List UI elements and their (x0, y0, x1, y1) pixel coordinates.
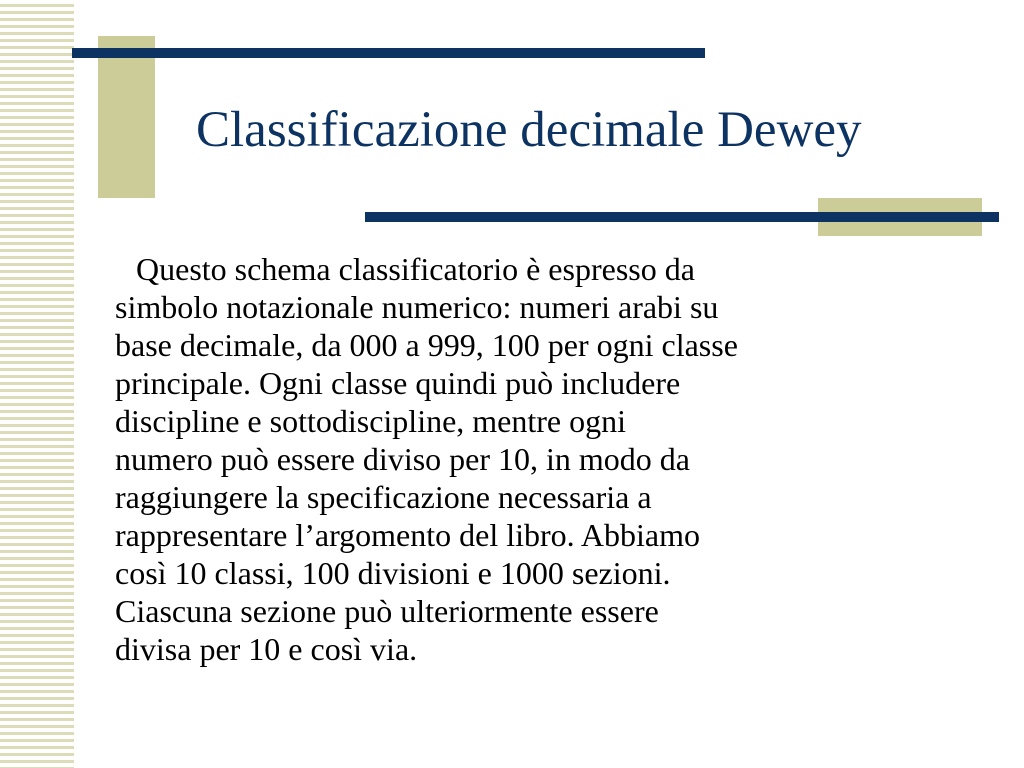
body-line: principale. Ogni classe quindi può includere (115, 365, 681, 401)
body-line: rappresentare l’argomento del libro. Abbiamo (115, 517, 700, 553)
body-line: base decimale, da 000 a 999, 100 per ogni classe (115, 327, 738, 363)
body-line: così 10 classi, 100 divisioni e 1000 sezioni. (115, 555, 671, 591)
title-rule-bottom (365, 212, 999, 222)
slide-title: Classificazione decimale Dewey (196, 102, 862, 158)
body-line: discipline e sottodiscipline, mentre ogni (115, 403, 627, 439)
body-line: Questo schema classificatorio è espresso da (136, 251, 695, 287)
decorative-side-stripes (0, 0, 74, 768)
body-line: raggiungere la specificazione necessaria a (115, 479, 652, 515)
title-rule-top (72, 48, 705, 58)
decorative-accent-block-top (98, 36, 155, 198)
body-line: numero può essere diviso per 10, in modo da (115, 441, 690, 477)
body-line: Ciascuna sezione può ulteriormente essere (115, 593, 659, 629)
body-line: simbolo notazionale numerico: numeri arabi su (115, 289, 719, 325)
body-line: divisa per 10 e così via. (115, 631, 418, 667)
slide-body-text (115, 250, 995, 668)
